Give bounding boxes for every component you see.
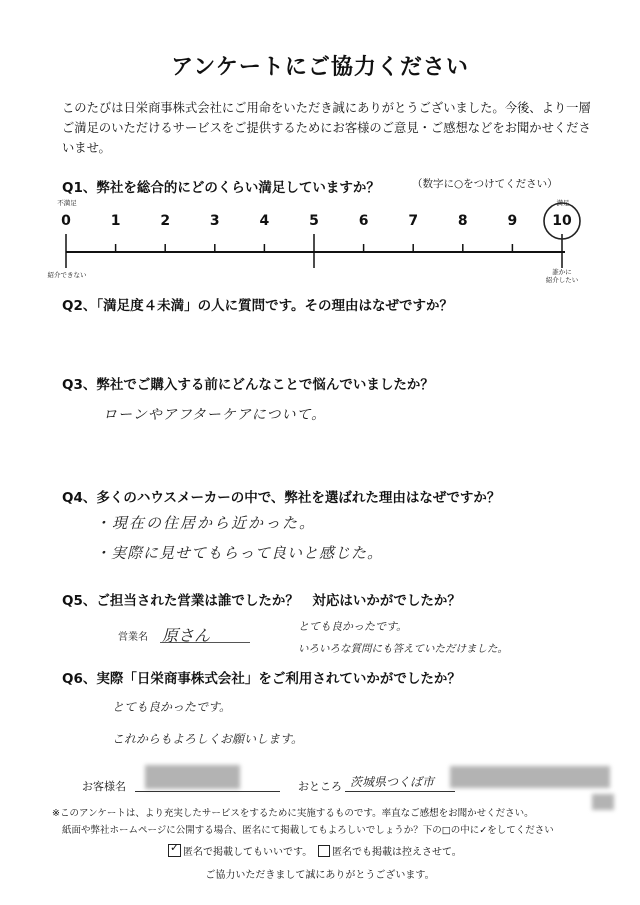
- scale-high-bottom-label: [544, 268, 580, 284]
- check-mark-icon: ✓: [170, 841, 180, 854]
- option-anon-checkbox[interactable]: [168, 841, 181, 857]
- q1-note: （数字に○をつけてください）: [412, 178, 558, 190]
- q1-question: Q1、弊社を総合的にどのくらい満足していますか？: [62, 180, 380, 196]
- option-none-checkbox[interactable]: [318, 845, 330, 857]
- q2-question: Q2、「満足度４未満」の人に質問です。その理由はなぜですか？: [62, 298, 454, 314]
- q6-answer-2: これからもよろしくお願いします。: [112, 732, 304, 746]
- sales-name-underline: [160, 642, 250, 643]
- footnote-1: ※このアンケートは、より充実したサービスをするために実施するものです。率直なご感想をお聞かせください。: [52, 808, 534, 819]
- option-anon-label: 匿名で掲載してもいいです。: [183, 847, 313, 858]
- address-label: おところ: [298, 780, 342, 793]
- scale-high-bottom-label-2: 紹介したい: [545, 276, 579, 284]
- footnote-2: 紙面や弊社ホームページに公開する場合、匿名にて掲載してもよろしいでしょうか？下の□の中に✓をしてください: [62, 825, 554, 836]
- scale-number-4[interactable]: 4: [259, 213, 270, 229]
- customer-name-line: [135, 791, 280, 792]
- thanks-text: ご協力いただきまして誠にありがとうございます。: [205, 870, 435, 881]
- q4-answer-1: ・現在の住居から近かった。: [95, 514, 317, 532]
- address-redacted-2: [592, 794, 614, 810]
- customer-name-label: お客様名: [82, 780, 126, 793]
- scale-number-8[interactable]: 8: [457, 213, 468, 229]
- q5-question: Q5、ご担当された営業は誰でしたか？ 対応はいかがでしたか？: [62, 593, 461, 609]
- scale-high-top-label: 満足: [556, 199, 570, 207]
- option-none-label: 匿名でも掲載は控えさせて。: [332, 847, 462, 858]
- q5-response-2: いろいろな質問にも答えていただけました。: [298, 643, 508, 655]
- scale-high-bottom-label-1: 誰かに: [552, 268, 572, 276]
- scale-number-5[interactable]: 5: [309, 213, 319, 229]
- customer-name-redacted: [145, 765, 240, 789]
- q4-question: Q4、多くのハウスメーカーの中で、弊社を選ばれた理由はなぜですか？: [62, 490, 501, 506]
- q3-question: Q3、弊社でご購入する前にどんなことで悩んでいましたか？: [62, 377, 434, 393]
- selected-circle: [544, 203, 580, 239]
- q5-response-1: とても良かったです。: [298, 620, 408, 633]
- address-redacted: [450, 766, 610, 788]
- scale-number-10[interactable]: 10: [552, 213, 572, 229]
- q6-answer-1: とても良かったです。: [112, 700, 232, 714]
- q3-answer: ローンやアフターケアについて。: [103, 407, 327, 423]
- page-title: アンケートにご協力ください: [171, 55, 469, 80]
- scale-low-top-label: 不満足: [57, 199, 77, 207]
- scale-number-2[interactable]: 2: [160, 213, 171, 229]
- scale-number-1[interactable]: 1: [110, 213, 121, 229]
- address-value: 茨城県つくば市: [350, 775, 435, 789]
- scale-low-bottom-label: 紹介できない: [47, 271, 87, 279]
- q4-answer-2: ・実際に見せてもらって良いと感じた。: [95, 544, 384, 562]
- option-none-row: [318, 843, 462, 858]
- sales-name: 原さん: [162, 626, 211, 645]
- scale-number-7[interactable]: 7: [408, 213, 419, 229]
- scale-number-9[interactable]: 9: [507, 213, 518, 229]
- scale-number-6[interactable]: 6: [358, 213, 369, 229]
- q6-question: Q6、実際「日栄商事株式会社」をご利用されていかがでしたか？: [62, 671, 461, 687]
- scale-number-0[interactable]: 0: [61, 213, 71, 229]
- sales-label: 営業名: [118, 632, 148, 643]
- option-anon-row: [168, 843, 312, 858]
- address-line: [345, 791, 455, 792]
- scale-line-svg: [0, 0, 640, 300]
- intro-text: このたびは日栄商事株式会社にご用命をいただき誠にありがとうございました。今後、より一層ご満足のいただけるサービスをご提供するためにお客様のご意見・ご感想などをお聞かせくださいませ。: [62, 101, 591, 155]
- scale-number-3[interactable]: 3: [209, 213, 220, 229]
